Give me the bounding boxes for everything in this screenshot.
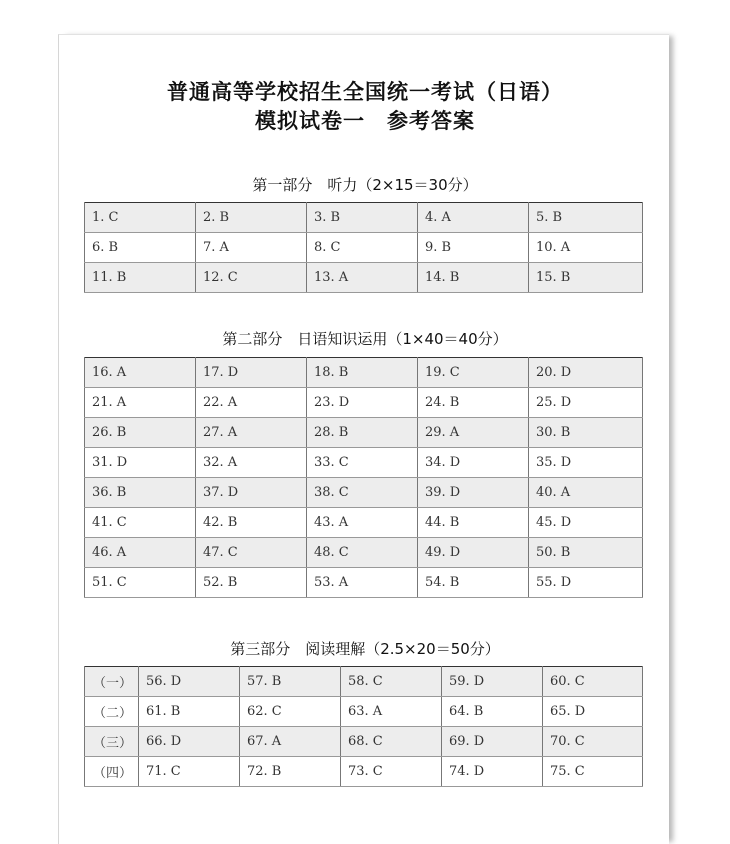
answer-cell: 48. C bbox=[307, 538, 418, 568]
answer-cell: 34. D bbox=[418, 448, 529, 478]
table-row bbox=[85, 418, 643, 448]
answer-cell: 30. B bbox=[529, 418, 643, 448]
section-3-answer-table bbox=[84, 666, 643, 787]
section-1-answer-table bbox=[84, 202, 643, 293]
answer-cell: 38. C bbox=[307, 478, 418, 508]
answer-cell: 15. B bbox=[529, 263, 643, 293]
table-row bbox=[85, 388, 643, 418]
answer-cell: 43. A bbox=[307, 508, 418, 538]
answer-cell: 54. B bbox=[418, 568, 529, 598]
table-row bbox=[85, 508, 643, 538]
answer-cell: 73. C bbox=[341, 757, 442, 787]
answer-cell: 59. D bbox=[442, 667, 543, 697]
table-row bbox=[85, 263, 643, 293]
answer-cell: 37. D bbox=[196, 478, 307, 508]
answer-cell: 11. B bbox=[85, 263, 196, 293]
answer-cell: 74. D bbox=[442, 757, 543, 787]
answer-cell: 58. C bbox=[341, 667, 442, 697]
table-row bbox=[85, 358, 643, 388]
table-row bbox=[85, 697, 643, 727]
answer-cell: 20. D bbox=[529, 358, 643, 388]
answer-cell: 27. A bbox=[196, 418, 307, 448]
section-3-title: 第三部分 阅读理解（2.5×20＝50分） bbox=[230, 640, 500, 658]
answer-cell: 4. A bbox=[418, 203, 529, 233]
answer-cell: 61. B bbox=[139, 697, 240, 727]
answer-cell: 33. C bbox=[307, 448, 418, 478]
answer-cell: 31. D bbox=[85, 448, 196, 478]
answer-cell: 45. D bbox=[529, 508, 643, 538]
answer-cell: 26. B bbox=[85, 418, 196, 448]
table-row bbox=[85, 203, 643, 233]
group-label: （三） bbox=[85, 727, 139, 757]
answer-cell: 39. D bbox=[418, 478, 529, 508]
answer-cell: 53. A bbox=[307, 568, 418, 598]
answer-cell: 14. B bbox=[418, 263, 529, 293]
answer-cell: 35. D bbox=[529, 448, 643, 478]
answer-cell: 10. A bbox=[529, 233, 643, 263]
answer-cell: 23. D bbox=[307, 388, 418, 418]
answer-cell: 52. B bbox=[196, 568, 307, 598]
answer-cell: 51. C bbox=[85, 568, 196, 598]
answer-cell: 69. D bbox=[442, 727, 543, 757]
answer-cell: 66. D bbox=[139, 727, 240, 757]
table-row bbox=[85, 757, 643, 787]
answer-cell: 6. B bbox=[85, 233, 196, 263]
answer-cell: 8. C bbox=[307, 233, 418, 263]
answer-cell: 9. B bbox=[418, 233, 529, 263]
answer-cell: 24. B bbox=[418, 388, 529, 418]
section-1-title: 第一部分 听力（2×15＝30分） bbox=[252, 176, 478, 194]
answer-cell: 67. A bbox=[240, 727, 341, 757]
answer-cell: 68. C bbox=[341, 727, 442, 757]
table-row bbox=[85, 667, 643, 697]
answer-cell: 75. C bbox=[543, 757, 643, 787]
answer-cell: 18. B bbox=[307, 358, 418, 388]
table-row bbox=[85, 448, 643, 478]
answer-cell: 28. B bbox=[307, 418, 418, 448]
answer-cell: 50. B bbox=[529, 538, 643, 568]
answer-cell: 65. D bbox=[543, 697, 643, 727]
answer-cell: 40. A bbox=[529, 478, 643, 508]
table-row bbox=[85, 727, 643, 757]
answer-cell: 71. C bbox=[139, 757, 240, 787]
table-row bbox=[85, 568, 643, 598]
table-row bbox=[85, 538, 643, 568]
page-subtitle: 模拟试卷一 参考答案 bbox=[255, 109, 475, 133]
answer-cell: 7. A bbox=[196, 233, 307, 263]
answer-cell: 2. B bbox=[196, 203, 307, 233]
answer-cell: 55. D bbox=[529, 568, 643, 598]
page-title: 普通高等学校招生全国统一考试（日语） bbox=[167, 80, 563, 104]
answer-cell: 17. D bbox=[196, 358, 307, 388]
answer-cell: 16. A bbox=[85, 358, 196, 388]
answer-cell: 12. C bbox=[196, 263, 307, 293]
table-row bbox=[85, 233, 643, 263]
answer-cell: 62. C bbox=[240, 697, 341, 727]
section-2-title: 第二部分 日语知识运用（1×40＝40分） bbox=[222, 330, 508, 348]
answer-cell: 56. D bbox=[139, 667, 240, 697]
answer-cell: 47. C bbox=[196, 538, 307, 568]
answer-cell: 70. C bbox=[543, 727, 643, 757]
answer-cell: 42. B bbox=[196, 508, 307, 538]
answer-cell: 22. A bbox=[196, 388, 307, 418]
answer-cell: 41. C bbox=[85, 508, 196, 538]
answer-cell: 21. A bbox=[85, 388, 196, 418]
answer-cell: 3. B bbox=[307, 203, 418, 233]
answer-cell: 72. B bbox=[240, 757, 341, 787]
answer-cell: 64. B bbox=[442, 697, 543, 727]
answer-cell: 32. A bbox=[196, 448, 307, 478]
answer-cell: 5. B bbox=[529, 203, 643, 233]
group-label: （一） bbox=[85, 667, 139, 697]
answer-cell: 36. B bbox=[85, 478, 196, 508]
answer-cell: 63. A bbox=[341, 697, 442, 727]
answer-cell: 1. C bbox=[85, 203, 196, 233]
answer-cell: 25. D bbox=[529, 388, 643, 418]
section-2-answer-table bbox=[84, 357, 643, 598]
answer-cell: 46. A bbox=[85, 538, 196, 568]
answer-cell: 60. C bbox=[543, 667, 643, 697]
table-row bbox=[85, 478, 643, 508]
answer-cell: 44. B bbox=[418, 508, 529, 538]
group-label: （四） bbox=[85, 757, 139, 787]
answer-cell: 29. A bbox=[418, 418, 529, 448]
answer-cell: 57. B bbox=[240, 667, 341, 697]
answer-cell: 49. D bbox=[418, 538, 529, 568]
answer-cell: 13. A bbox=[307, 263, 418, 293]
answer-cell: 19. C bbox=[418, 358, 529, 388]
group-label: （二） bbox=[85, 697, 139, 727]
